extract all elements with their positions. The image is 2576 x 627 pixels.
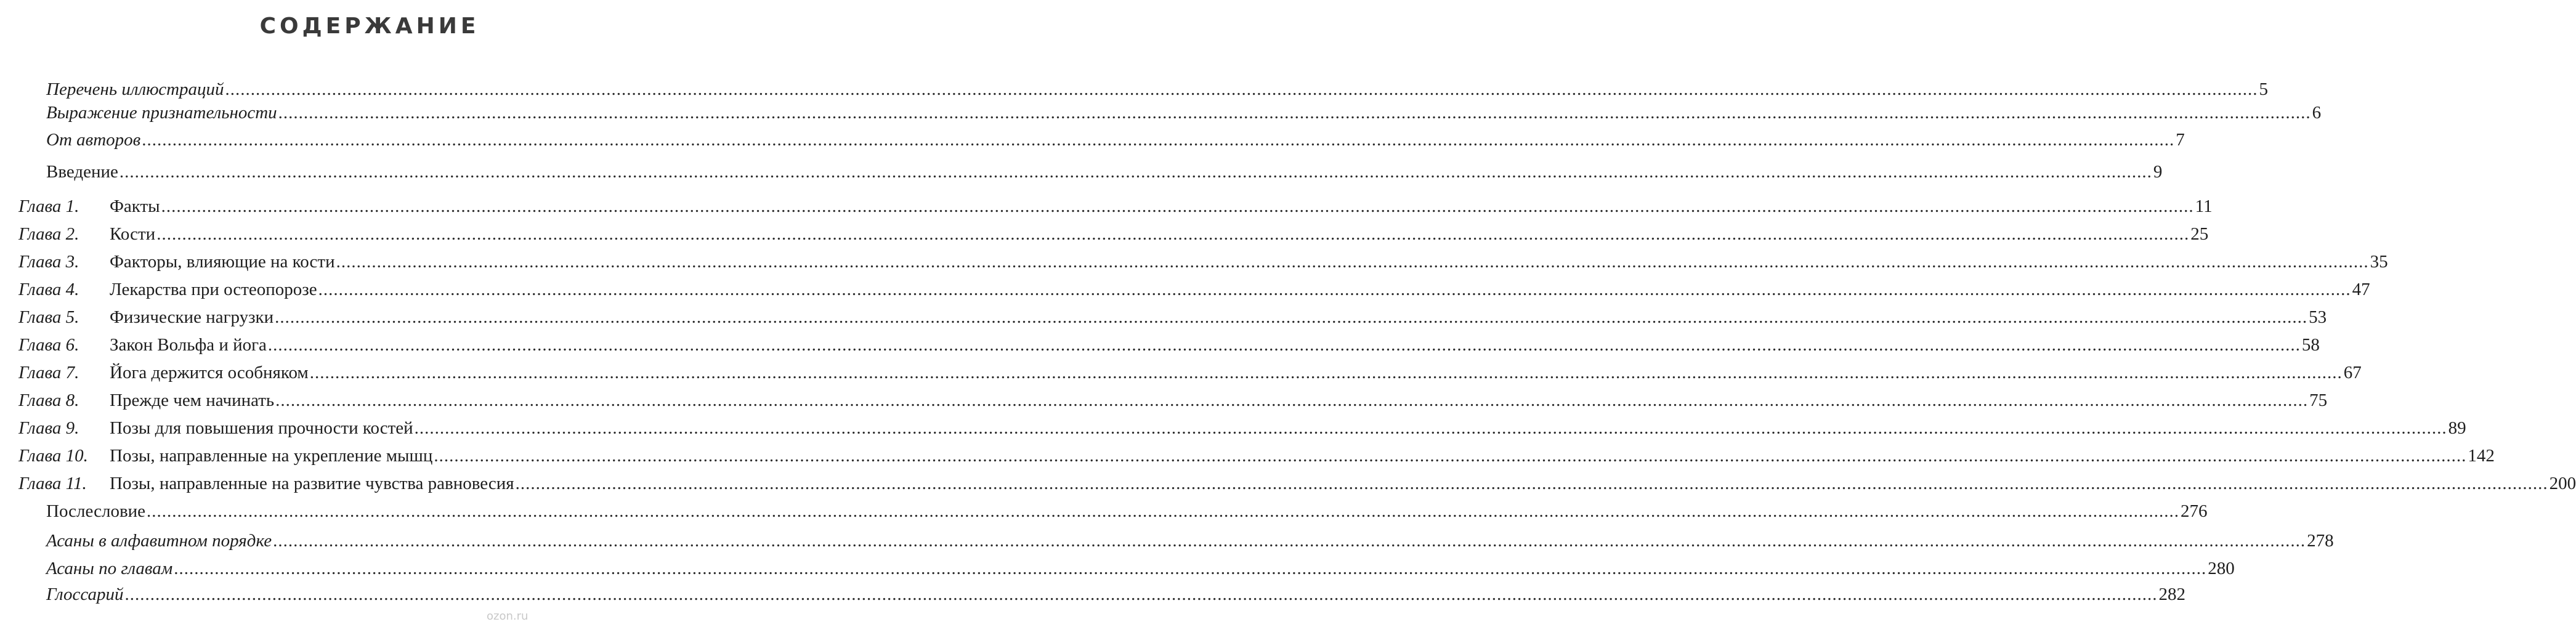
chapter-label: Глава 11. <box>18 474 87 493</box>
entry-title: Введение <box>46 162 118 182</box>
entry-title: Кости <box>110 224 156 244</box>
page-number: 276 <box>2181 501 2208 521</box>
dot-leader: ................................................................................................................................................................................................................................................................................................................................................................................................................ <box>414 418 2447 438</box>
page-number: 53 <box>2309 307 2327 327</box>
dot-leader: ................................................................................................................................................................................................................................................................................................................................................................................................................ <box>147 501 2180 521</box>
page-number: 9 <box>2153 162 2163 182</box>
toc-entry <box>46 77 2269 102</box>
toc-row <box>0 305 2327 330</box>
page-number: 7 <box>2176 130 2185 150</box>
page-number: 89 <box>2448 418 2466 438</box>
entry-title: Лекарства при остеопорозе <box>110 280 317 299</box>
dot-leader: ................................................................................................................................................................................................................................................................................................................................................................................................................ <box>124 585 2158 604</box>
entry-title: Позы, направленные на укрепление мышц <box>110 446 433 466</box>
page-number: 6 <box>2312 103 2322 123</box>
toc-entry <box>46 100 2322 125</box>
toc-row <box>0 222 2209 246</box>
chapter-label: Глава 6. <box>18 335 79 355</box>
entry-title: Послесловие <box>46 501 146 521</box>
dot-leader: ................................................................................................................................................................................................................................................................................................................................................................................................................ <box>119 162 2152 182</box>
page-number: 67 <box>2343 363 2362 382</box>
entry-title: Перечень иллюстраций <box>46 79 224 99</box>
entry-title: Асаны в алфавитном порядке <box>46 531 272 551</box>
toc-row <box>0 556 2235 581</box>
entry-title: Физические нагрузки <box>110 307 274 327</box>
dot-leader: ................................................................................................................................................................................................................................................................................................................................................................................................................ <box>275 390 2309 410</box>
page-number: 142 <box>2468 446 2495 466</box>
toc-row <box>0 127 2185 152</box>
toc-row <box>0 360 2362 385</box>
page-number: 278 <box>2307 531 2334 551</box>
chapter-label: Глава 7. <box>18 363 79 382</box>
dot-leader: ................................................................................................................................................................................................................................................................................................................................................................................................................ <box>309 363 2343 382</box>
dot-leader: ................................................................................................................................................................................................................................................................................................................................................................................................................ <box>318 280 2351 299</box>
toc-row <box>0 333 2320 357</box>
toc-entry <box>46 556 2235 581</box>
toc-entry <box>46 499 2208 524</box>
toc-row <box>0 388 2328 413</box>
toc-row <box>0 277 2370 302</box>
chapter-label: Глава 10. <box>18 446 88 466</box>
toc-entry <box>110 388 2328 413</box>
dot-leader: ................................................................................................................................................................................................................................................................................................................................................................................................................ <box>278 103 2311 123</box>
dot-leader: ................................................................................................................................................................................................................................................................................................................................................................................................................ <box>156 224 2190 244</box>
chapter-label: Глава 5. <box>18 307 79 327</box>
page-number: 11 <box>2195 196 2213 216</box>
entry-title: Позы для повышения прочности костей <box>110 418 413 438</box>
toc-row <box>0 582 2185 607</box>
toc-row <box>0 471 2576 496</box>
toc-entry <box>110 305 2327 330</box>
dot-leader: ................................................................................................................................................................................................................................................................................................................................................................................................................ <box>275 307 2308 327</box>
toc-row <box>0 77 2269 102</box>
toc-row <box>0 416 2466 440</box>
entry-title: Глоссарий <box>46 585 124 604</box>
dot-leader: ................................................................................................................................................................................................................................................................................................................................................................................................................ <box>267 335 2301 355</box>
page-title: СОДЕРЖАНИЕ <box>259 14 480 39</box>
dot-leader: ................................................................................................................................................................................................................................................................................................................................................................................................................ <box>142 130 2175 150</box>
page-number: 282 <box>2158 585 2185 604</box>
entry-title: Факты <box>110 196 160 216</box>
entry-title: Закон Вольфа и йога <box>110 335 267 355</box>
toc-entry <box>110 416 2466 440</box>
dot-leader: ................................................................................................................................................................................................................................................................................................................................................................................................................ <box>225 79 2258 99</box>
toc-row <box>0 194 2213 219</box>
chapter-label: Глава 1. <box>18 196 79 216</box>
toc-row <box>0 443 2495 468</box>
entry-title: От авторов <box>46 130 141 150</box>
toc-entry <box>110 249 2388 274</box>
page-number: 5 <box>2259 79 2269 99</box>
toc-entry <box>110 360 2362 385</box>
entry-title: Позы, направленные на развитие чувства равновесия <box>110 474 514 493</box>
page-number: 280 <box>2208 559 2235 578</box>
toc-row <box>0 528 2334 553</box>
page-number: 47 <box>2352 280 2370 299</box>
toc-entry <box>110 443 2495 468</box>
entry-title: Йога держится особняком <box>110 363 309 382</box>
toc-row <box>0 249 2388 274</box>
page-number: 35 <box>2370 252 2388 272</box>
page-number: 75 <box>2309 390 2328 410</box>
toc-entry <box>46 127 2185 152</box>
toc-row <box>0 100 2322 125</box>
chapter-label: Глава 2. <box>18 224 79 244</box>
dot-leader: ................................................................................................................................................................................................................................................................................................................................................................................................................ <box>336 252 2369 272</box>
chapter-label: Глава 3. <box>18 252 79 272</box>
page-number: 58 <box>2301 335 2320 355</box>
entry-title: Асаны по главам <box>46 559 173 578</box>
entry-title: Факторы, влияющие на кости <box>110 252 335 272</box>
entry-title: Прежде чем начинать <box>110 390 275 410</box>
toc-entry <box>46 528 2334 553</box>
dot-leader: ................................................................................................................................................................................................................................................................................................................................................................................................................ <box>273 531 2306 551</box>
toc-entry <box>110 471 2576 496</box>
toc-entry <box>110 194 2213 219</box>
toc-row <box>0 160 2163 184</box>
toc-entry <box>46 160 2163 184</box>
page-number: 25 <box>2190 224 2209 244</box>
toc-entry <box>110 277 2370 302</box>
dot-leader: ................................................................................................................................................................................................................................................................................................................................................................................................................ <box>434 446 2467 466</box>
chapter-label: Глава 8. <box>18 390 79 410</box>
chapter-label: Глава 4. <box>18 280 79 299</box>
dot-leader: ................................................................................................................................................................................................................................................................................................................................................................................................................ <box>161 196 2194 216</box>
toc-entry <box>110 222 2209 246</box>
dot-leader: ................................................................................................................................................................................................................................................................................................................................................................................................................ <box>174 559 2207 578</box>
page-number: 200 <box>2549 474 2576 493</box>
toc-entry <box>46 582 2185 607</box>
watermark: ozon.ru <box>487 610 529 623</box>
toc-row <box>0 499 2208 524</box>
toc-entry <box>110 333 2320 357</box>
chapter-label: Глава 9. <box>18 418 79 438</box>
dot-leader: ................................................................................................................................................................................................................................................................................................................................................................................................................ <box>515 474 2548 493</box>
entry-title: Выражение признательности <box>46 103 277 123</box>
